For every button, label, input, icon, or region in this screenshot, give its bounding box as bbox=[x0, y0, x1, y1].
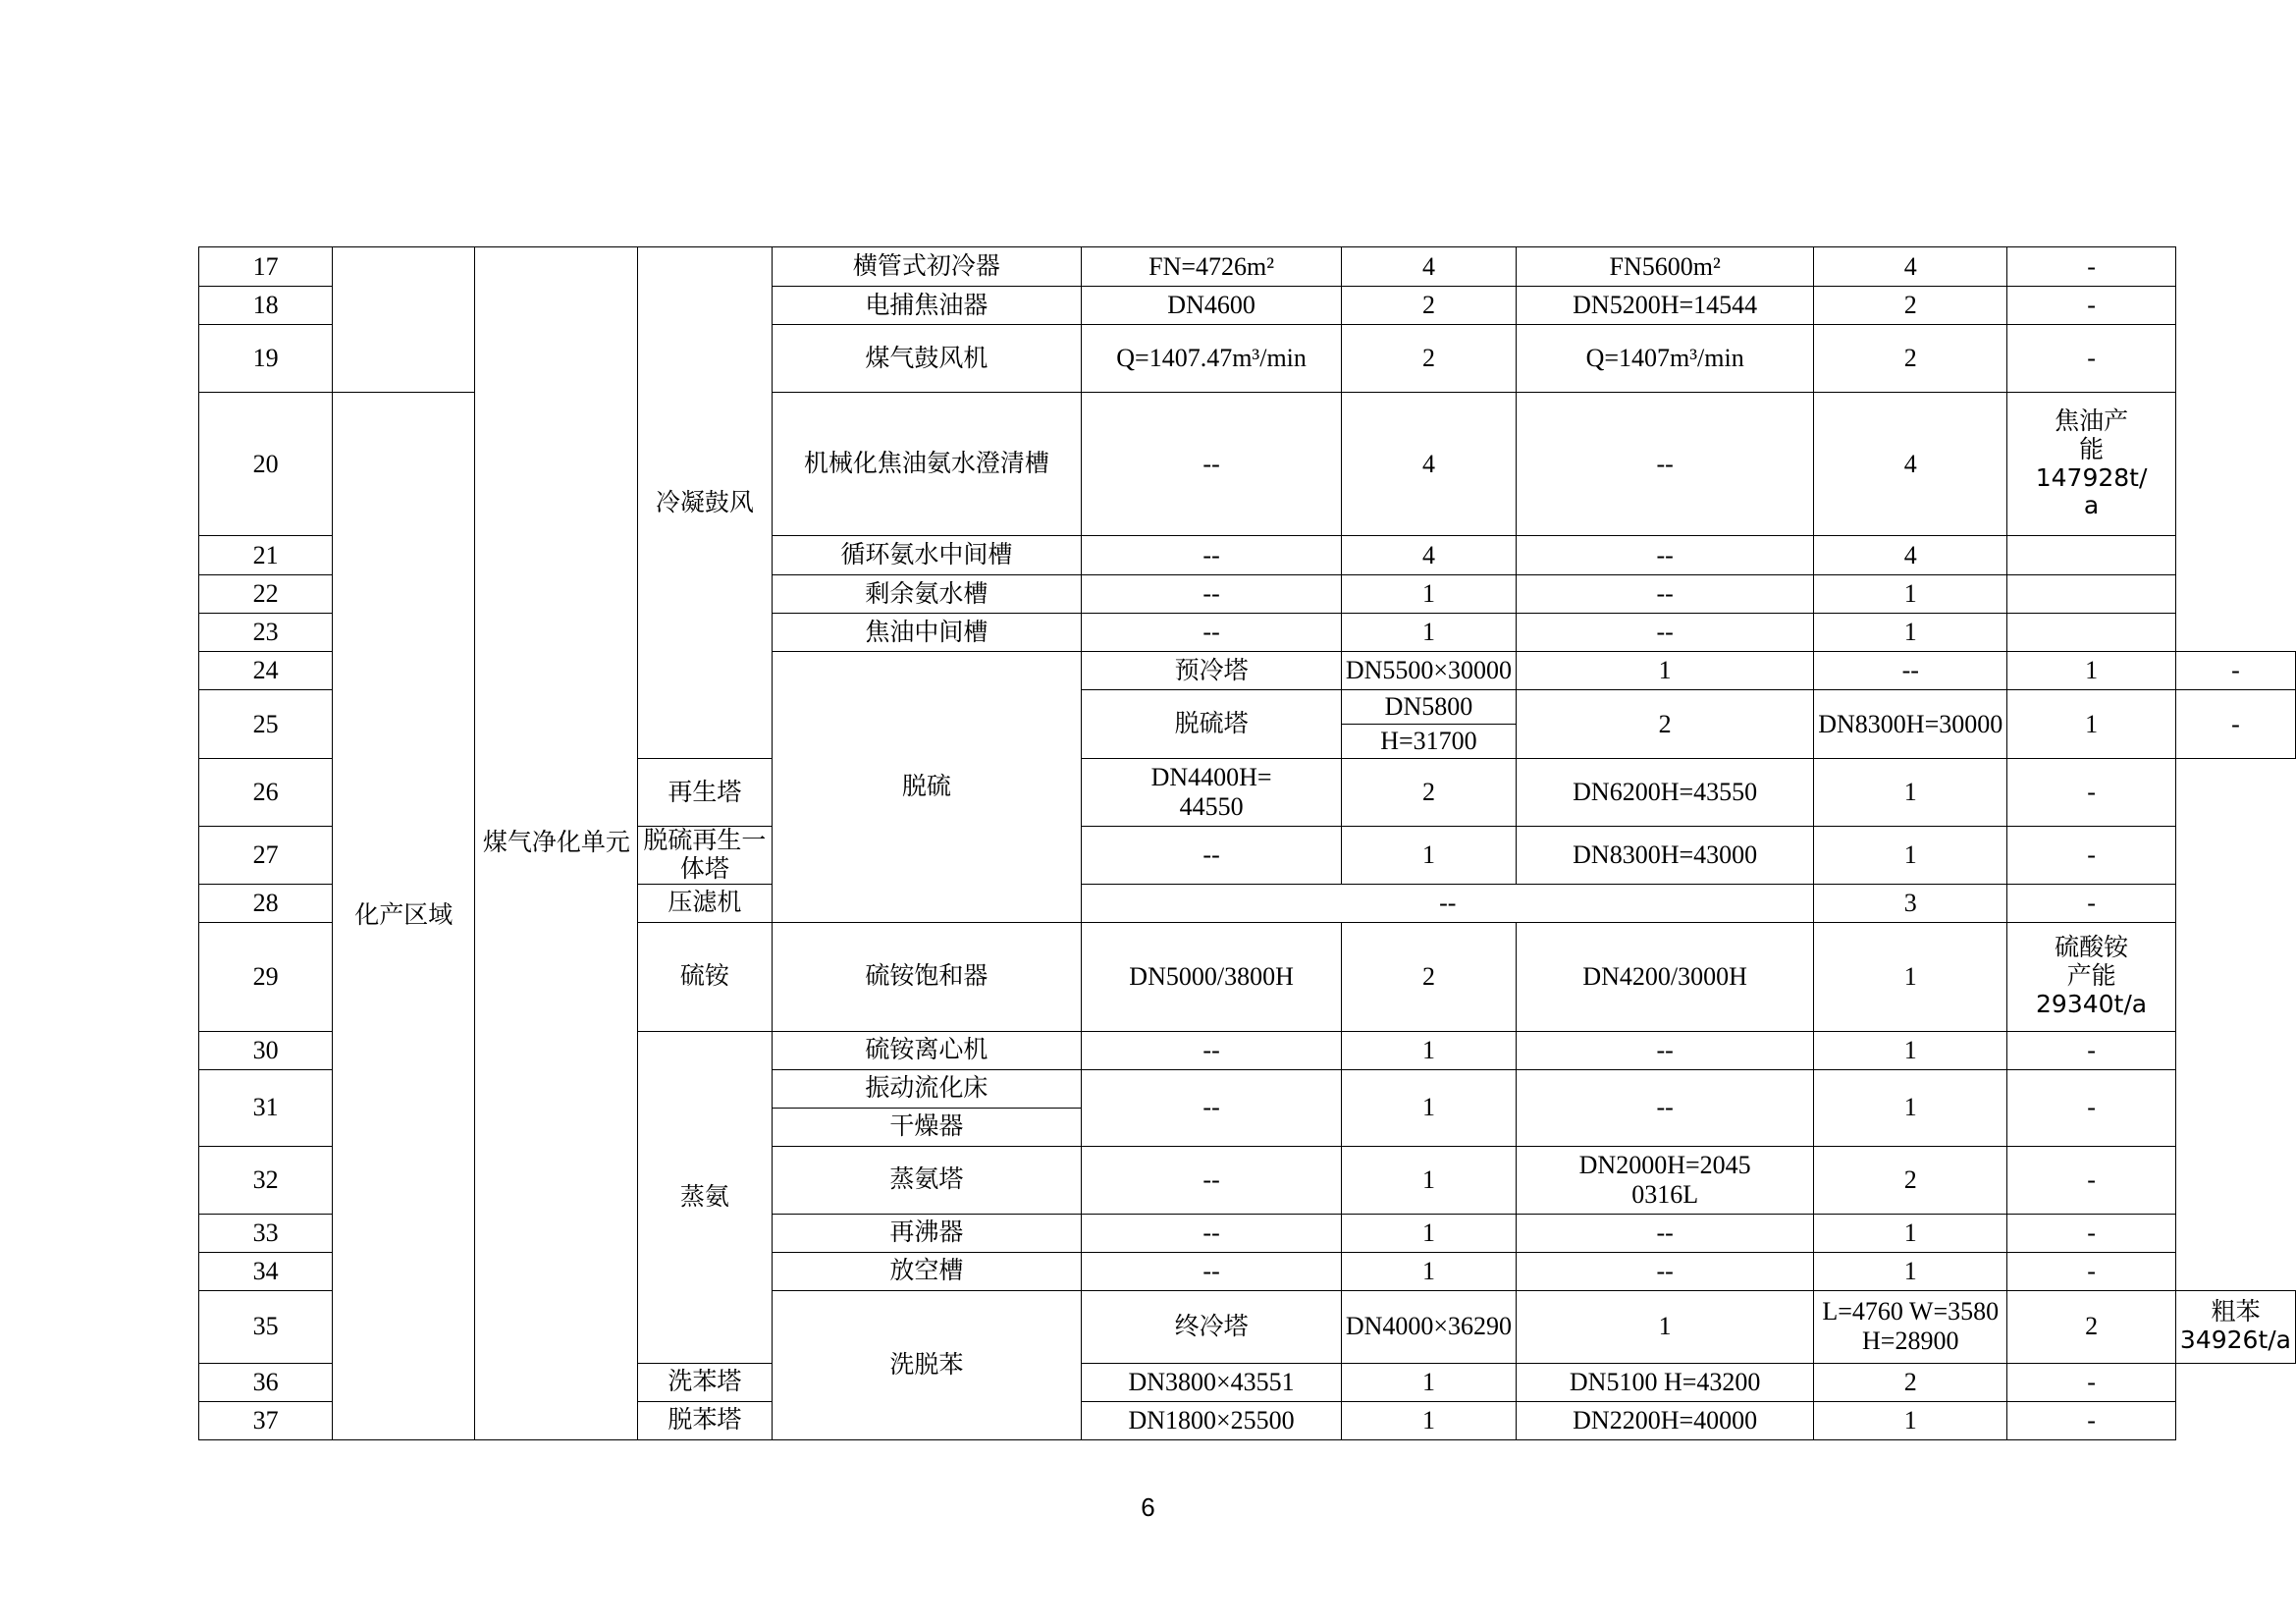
note-capacity-benzene bbox=[2175, 1290, 2295, 1363]
equipment-name: 蒸氨塔 bbox=[772, 1146, 1082, 1214]
qty-after: 1 bbox=[2007, 652, 2176, 690]
section-cell-condensation: 冷凝鼓风 bbox=[638, 247, 772, 759]
page-number: 6 bbox=[1141, 1492, 1155, 1522]
row-number: 25 bbox=[199, 690, 333, 759]
note-line: 硫酸铵 bbox=[2055, 933, 2129, 962]
spec-before: -- bbox=[1082, 1214, 1342, 1252]
spec-before: FN=4726m² bbox=[1082, 247, 1342, 287]
note: - bbox=[2007, 1252, 2176, 1290]
row-number: 36 bbox=[199, 1363, 333, 1401]
spec-merged: -- bbox=[1082, 884, 1814, 922]
qty-after: 3 bbox=[1814, 884, 2007, 922]
spec-after: DN6200H=43550 bbox=[1517, 759, 1814, 827]
note: - bbox=[2007, 884, 2176, 922]
qty-before: 1 bbox=[1341, 1146, 1516, 1214]
equipment-name: 煤气鼓风机 bbox=[772, 325, 1082, 393]
qty-after: 1 bbox=[1814, 827, 2007, 885]
qty-after: 2 bbox=[1814, 1363, 2007, 1401]
qty-after: 2 bbox=[1814, 1146, 2007, 1214]
note: - bbox=[2007, 1363, 2176, 1401]
spec-before-diameter: DN5800 bbox=[1341, 690, 1516, 725]
area-cell-blank bbox=[333, 247, 475, 393]
qty-after: 2 bbox=[1814, 287, 2007, 325]
section-cell-ammonia-distillation: 蒸氨 bbox=[638, 1031, 772, 1363]
table-row bbox=[199, 247, 2296, 287]
qty-after: 2 bbox=[2007, 1290, 2176, 1363]
note: - bbox=[2007, 1146, 2176, 1214]
qty-before: 1 bbox=[1341, 1031, 1516, 1069]
spec-line: H=28900 bbox=[1862, 1326, 1959, 1355]
spec-after: -- bbox=[1517, 1069, 1814, 1146]
qty-before: 1 bbox=[1341, 1069, 1516, 1146]
equipment-name: 预冷塔 bbox=[1082, 652, 1342, 690]
spec-after: DN8300H=43000 bbox=[1517, 827, 1814, 885]
note bbox=[2007, 614, 2176, 652]
equipment-name: 再沸器 bbox=[772, 1214, 1082, 1252]
equipment-name: 剩余氨水槽 bbox=[772, 575, 1082, 614]
row-number: 19 bbox=[199, 325, 333, 393]
equipment-table bbox=[198, 246, 2296, 1440]
area-cell: 化产区域 bbox=[333, 393, 475, 1440]
equipment-name: 脱硫再生一体塔 bbox=[638, 827, 772, 885]
spec-before: -- bbox=[1082, 827, 1342, 885]
note-capacity-sulfate bbox=[2007, 922, 2176, 1031]
spec-after: DN5100 H=43200 bbox=[1517, 1363, 1814, 1401]
spec-before: -- bbox=[1082, 1031, 1342, 1069]
note: - bbox=[2007, 759, 2176, 827]
equipment-name: 横管式初冷器 bbox=[772, 247, 1082, 287]
note-capacity-tar bbox=[2007, 393, 2176, 536]
spec-after: -- bbox=[1517, 614, 1814, 652]
row-number: 27 bbox=[199, 827, 333, 885]
note: - bbox=[2007, 827, 2176, 885]
qty-before: 4 bbox=[1341, 536, 1516, 575]
note-line: a bbox=[2083, 491, 2100, 520]
qty-after: 1 bbox=[1814, 1031, 2007, 1069]
spec-after: DN2200H=40000 bbox=[1517, 1401, 1814, 1439]
equipment-name: 焦油中间槽 bbox=[772, 614, 1082, 652]
equipment-name: 循环氨水中间槽 bbox=[772, 536, 1082, 575]
note-line: 能 bbox=[2079, 434, 2105, 463]
row-number: 22 bbox=[199, 575, 333, 614]
qty-before: 1 bbox=[1517, 1290, 1814, 1363]
spec-after: -- bbox=[1517, 393, 1814, 536]
section-cell-ammonium-sulfate: 硫铵 bbox=[638, 922, 772, 1031]
note-line: 34926t/a bbox=[2179, 1326, 2291, 1354]
qty-before: 2 bbox=[1341, 287, 1516, 325]
spec-line: 0316L bbox=[1631, 1179, 1699, 1209]
row-number: 17 bbox=[199, 247, 333, 287]
spec-before bbox=[1082, 759, 1342, 827]
equipment-name: 终冷塔 bbox=[1082, 1290, 1342, 1363]
spec-before: -- bbox=[1082, 1069, 1342, 1146]
qty-before: 1 bbox=[1341, 827, 1516, 885]
qty-after: 1 bbox=[1814, 1214, 2007, 1252]
note: - bbox=[2007, 1401, 2176, 1439]
spec-after: -- bbox=[1517, 1252, 1814, 1290]
qty-before: 1 bbox=[1341, 1401, 1516, 1439]
note: - bbox=[2007, 1069, 2176, 1146]
row-number: 29 bbox=[199, 922, 333, 1031]
note: - bbox=[2007, 287, 2176, 325]
spec-line: DN4400H= bbox=[1150, 763, 1272, 792]
qty-after: 2 bbox=[1814, 325, 2007, 393]
row-number: 33 bbox=[199, 1214, 333, 1252]
qty-after: 1 bbox=[2007, 690, 2176, 759]
row-number: 18 bbox=[199, 287, 333, 325]
spec-before: DN4000×36290 bbox=[1341, 1290, 1516, 1363]
spec-after: -- bbox=[1517, 1031, 1814, 1069]
qty-before: 1 bbox=[1341, 1252, 1516, 1290]
spec-before: DN4600 bbox=[1082, 287, 1342, 325]
spec-before: -- bbox=[1082, 614, 1342, 652]
equipment-name: 硫铵饱和器 bbox=[772, 922, 1082, 1031]
note: - bbox=[2007, 247, 2176, 287]
spec-after: -- bbox=[1814, 652, 2007, 690]
qty-before: 2 bbox=[1341, 325, 1516, 393]
row-number: 21 bbox=[199, 536, 333, 575]
equipment-name: 机械化焦油氨水澄清槽 bbox=[772, 393, 1082, 536]
section-cell-desulfurization: 脱硫 bbox=[772, 652, 1082, 923]
spec-before: -- bbox=[1082, 1146, 1342, 1214]
note: - bbox=[2007, 325, 2176, 393]
qty-after: 1 bbox=[1814, 1401, 2007, 1439]
qty-before: 2 bbox=[1517, 690, 1814, 759]
spec-before-height: H=31700 bbox=[1341, 725, 1516, 759]
spec-before: Q=1407.47m³/min bbox=[1082, 325, 1342, 393]
row-number: 30 bbox=[199, 1031, 333, 1069]
spec-before: DN5000/3800H bbox=[1082, 922, 1342, 1031]
spec-before: -- bbox=[1082, 1252, 1342, 1290]
spec-after: DN4200/3000H bbox=[1517, 922, 1814, 1031]
spec-before: DN3800×43551 bbox=[1082, 1363, 1342, 1401]
row-number: 32 bbox=[199, 1146, 333, 1214]
spec-after: DN5200H=14544 bbox=[1517, 287, 1814, 325]
equipment-name: 硫铵离心机 bbox=[772, 1031, 1082, 1069]
qty-after: 1 bbox=[1814, 1252, 2007, 1290]
row-number: 34 bbox=[199, 1252, 333, 1290]
qty-before: 1 bbox=[1517, 652, 1814, 690]
row-number: 24 bbox=[199, 652, 333, 690]
spec-after bbox=[1517, 1146, 1814, 1214]
spec-after: Q=1407m³/min bbox=[1517, 325, 1814, 393]
note-line: 29340t/a bbox=[2036, 989, 2148, 1018]
qty-after: 1 bbox=[1814, 759, 2007, 827]
spec-line: 44550 bbox=[1179, 792, 1244, 821]
qty-after: 1 bbox=[1814, 575, 2007, 614]
equipment-name: 洗苯塔 bbox=[638, 1363, 772, 1401]
equipment-name: 脱苯塔 bbox=[638, 1401, 772, 1439]
equipment-name: 干燥器 bbox=[772, 1108, 1082, 1146]
qty-before: 2 bbox=[1341, 922, 1516, 1031]
row-number: 28 bbox=[199, 884, 333, 922]
note: - bbox=[2175, 652, 2295, 690]
qty-after: 1 bbox=[1814, 922, 2007, 1031]
qty-after: 4 bbox=[1814, 247, 2007, 287]
qty-after: 4 bbox=[1814, 536, 2007, 575]
qty-after: 4 bbox=[1814, 393, 2007, 536]
equipment-name: 压滤机 bbox=[638, 884, 772, 922]
row-number: 26 bbox=[199, 759, 333, 827]
qty-before: 4 bbox=[1341, 393, 1516, 536]
equipment-name: 电捕焦油器 bbox=[772, 287, 1082, 325]
row-number: 31 bbox=[199, 1069, 333, 1146]
note-line: 粗苯 bbox=[2211, 1297, 2261, 1326]
spec-before: -- bbox=[1082, 536, 1342, 575]
note: - bbox=[2175, 690, 2295, 759]
spec-after: -- bbox=[1517, 1214, 1814, 1252]
row-number: 20 bbox=[199, 393, 333, 536]
row-number: 37 bbox=[199, 1401, 333, 1439]
note: - bbox=[2007, 1031, 2176, 1069]
spec-after: -- bbox=[1517, 536, 1814, 575]
spec-line: DN2000H=2045 bbox=[1578, 1150, 1751, 1179]
spec-after: -- bbox=[1517, 575, 1814, 614]
equipment-name: 振动流化床 bbox=[772, 1069, 1082, 1108]
qty-before: 1 bbox=[1341, 614, 1516, 652]
qty-before: 1 bbox=[1341, 575, 1516, 614]
qty-before: 4 bbox=[1341, 247, 1516, 287]
spec-before: DN1800×25500 bbox=[1082, 1401, 1342, 1439]
qty-before: 1 bbox=[1341, 1363, 1516, 1401]
spec-after: DN8300H=30000 bbox=[1814, 690, 2007, 759]
qty-before: 2 bbox=[1341, 759, 1516, 827]
spec-after bbox=[1814, 1290, 2007, 1363]
qty-after: 1 bbox=[1814, 1069, 2007, 1146]
equipment-name: 脱硫塔 bbox=[1082, 690, 1342, 759]
equipment-name: 再生塔 bbox=[638, 759, 772, 827]
spec-before: -- bbox=[1082, 575, 1342, 614]
note: - bbox=[2007, 1214, 2176, 1252]
spec-before: -- bbox=[1082, 393, 1342, 536]
spec-line: L=4760 W=3580 bbox=[1822, 1297, 2000, 1326]
qty-before: 1 bbox=[1341, 1214, 1516, 1252]
row-number: 23 bbox=[199, 614, 333, 652]
note bbox=[2007, 536, 2176, 575]
qty-after: 1 bbox=[1814, 614, 2007, 652]
note-line: 产能 bbox=[2066, 961, 2116, 991]
spec-after: FN5600m² bbox=[1517, 247, 1814, 287]
note-line: 焦油产 bbox=[2055, 406, 2129, 435]
equipment-name: 放空槽 bbox=[772, 1252, 1082, 1290]
equipment-table-container bbox=[198, 246, 2296, 1440]
note bbox=[2007, 575, 2176, 614]
section-cell-benzene-washing: 洗脱苯 bbox=[772, 1290, 1082, 1439]
unit-cell: 煤气净化单元 bbox=[475, 247, 638, 1440]
spec-before: DN5500×30000 bbox=[1341, 652, 1516, 690]
note-line: 147928t/ bbox=[2035, 462, 2148, 492]
row-number: 35 bbox=[199, 1290, 333, 1363]
